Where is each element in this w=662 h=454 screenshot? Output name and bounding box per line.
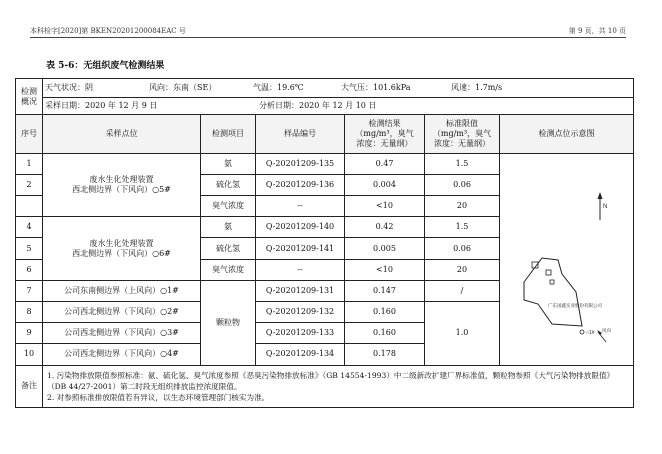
monitoring-point-diagram: [500, 153, 634, 365]
row-sample-id: Q-20201209-135: [256, 153, 345, 174]
report-number: 本科检字[2020]第 BKEN20201200084EAC 号: [30, 27, 186, 35]
row-no: 7: [16, 280, 43, 301]
row-no: 5: [16, 238, 43, 259]
row-item: 臭气浓度: [201, 259, 256, 280]
company-label: 广东国鑫实业股份有限公司: [548, 303, 602, 309]
row-limit: 0.06: [425, 238, 500, 259]
row-no: 8: [16, 301, 43, 322]
row-sample-id: Q-20201209-136: [256, 174, 345, 195]
weather-row: [43, 79, 634, 98]
row-result: 0.005: [345, 238, 425, 259]
row-sample-id: Q-20201209-134: [256, 344, 345, 365]
remarks-label: 备注: [16, 365, 43, 407]
row-item: 氨: [201, 153, 256, 174]
row-sample-id: Q-20201209-140: [256, 217, 345, 238]
north-label: N: [603, 204, 608, 211]
row-site: 公司东南侧边界（上风向）○1#: [43, 280, 201, 301]
col-header-limit: [425, 115, 500, 153]
row-no: 10: [16, 344, 43, 365]
sampling-date: 采样日期：2020 年 12 月 9 日: [45, 101, 158, 111]
row-site: 公司西北侧边界（下风向）○2#: [43, 301, 201, 322]
row-sample-id: Q-20201209-131: [256, 280, 345, 301]
row-sample-id: --: [256, 259, 345, 280]
remarks-text: [43, 365, 634, 407]
site-group-5-line2: 西北侧边界（下风向）○5#: [72, 184, 171, 194]
row-sample-id: Q-20201209-141: [256, 238, 345, 259]
remark-line-2: 2. 对参照标准排放限值若有异议，以生态环境管理部门核实为准。: [47, 392, 270, 402]
site-group-5: [43, 153, 201, 217]
row-no: 2: [16, 174, 43, 195]
limit-header-line3: 浓度：无量纲）: [434, 139, 490, 148]
col-header-sample-id: 样品编号: [256, 115, 345, 153]
col-header-result: [345, 115, 425, 153]
table-caption: 表 5-6：无组织废气检测结果: [46, 61, 165, 71]
row-result: 0.160: [345, 323, 425, 344]
wind-label: 风向: [602, 328, 611, 334]
results-table: [15, 78, 634, 408]
header-rule: [30, 37, 626, 38]
row-site: 公司西北侧边界（下风向）○4#: [43, 344, 201, 365]
row-item: 氨: [201, 217, 256, 238]
col-header-site: 采样点位: [43, 115, 201, 153]
row-limit: /: [425, 280, 500, 301]
row-limit: 20: [425, 196, 500, 217]
col-header-item: 检测项目: [201, 115, 256, 153]
site-group-6: [43, 217, 201, 281]
air-temperature: 气温：19.6℃: [253, 83, 304, 93]
north-arrow-head-icon: [598, 192, 603, 199]
site-group-5-line1: 废水生化处理装置: [89, 174, 154, 184]
row-result: 0.004: [345, 174, 425, 195]
result-header-line3: 浓度：无量纲）: [356, 139, 413, 148]
row-item: 臭气浓度: [201, 196, 256, 217]
air-pressure: 大气压：101.6kPa: [341, 83, 411, 93]
particulate-item: 颗粒物: [201, 280, 256, 365]
row-limit: 1.5: [425, 217, 500, 238]
row-limit: 1.5: [425, 153, 500, 174]
particulate-limit: 1.0: [425, 301, 500, 365]
row-item: 硫化氢: [201, 174, 256, 195]
col-header-diagram: 检测点位示意图: [500, 115, 634, 153]
sample-point-marker: [546, 270, 551, 275]
row-no: 6: [16, 259, 43, 280]
sample-point-marker: [550, 280, 554, 284]
result-header-line1: 检测结果: [368, 119, 401, 128]
row-item: 硫化氢: [201, 238, 256, 259]
page-indicator: 第 9 页，共 10 页: [568, 27, 626, 35]
row-result: 0.147: [345, 280, 425, 301]
limit-header-line1: 标准限值: [446, 119, 478, 128]
row-sample-id: --: [256, 196, 345, 217]
wind-speed: 风速：1.7m/s: [451, 83, 503, 93]
row-limit: 0.06: [425, 174, 500, 195]
wind-direction: 风向：东南（SE）: [149, 83, 217, 93]
row-sample-id: Q-20201209-132: [256, 301, 345, 322]
row-result: 0.160: [345, 301, 425, 322]
weather-condition: 天气状况：阴: [45, 83, 93, 93]
row-result: <10: [345, 259, 425, 280]
col-header-no: 序号: [16, 115, 43, 153]
limit-header-line2: （mg/m³，臭气: [432, 129, 492, 138]
row-result: 0.42: [345, 217, 425, 238]
row-result: 0.47: [345, 153, 425, 174]
row-result: 0.178: [345, 344, 425, 365]
point-1-marker: [580, 330, 584, 334]
site-group-6-line2: 西北侧边界（下风向）○6#: [72, 248, 171, 258]
row-no: 9: [16, 323, 43, 344]
analysis-date: 分析日期：2020 年 12 月 10 日: [259, 101, 377, 111]
site-group-6-line1: 废水生化处理装置: [89, 238, 154, 248]
remark-line-1: 1. 污染物排放限值参照标准：氨、硫化氢、臭气浓度参照《恶臭污染物排放标准》（GB 14554-1993）中二级新改扩建厂界标准值，颗粒物参照《大气污染物排放限值》（DB 44/27-2001）第二时段无组织排放监控浓度限值。: [47, 370, 615, 391]
date-row: [43, 98, 634, 115]
row-no: 1: [16, 153, 43, 174]
row-no: [16, 196, 43, 217]
row-result: <10: [345, 196, 425, 217]
row-site: 公司西北侧边界（下风向）○3#: [43, 323, 201, 344]
overview-label: 检测概况: [16, 79, 43, 115]
row-no: 4: [16, 217, 43, 238]
site-map-sketch: [502, 156, 632, 362]
point-1-label: ○1#: [586, 330, 595, 337]
result-header-line2: （mg/m³，臭气: [355, 129, 414, 138]
row-sample-id: Q-20201209-133: [256, 323, 345, 344]
row-limit: 20: [425, 259, 500, 280]
